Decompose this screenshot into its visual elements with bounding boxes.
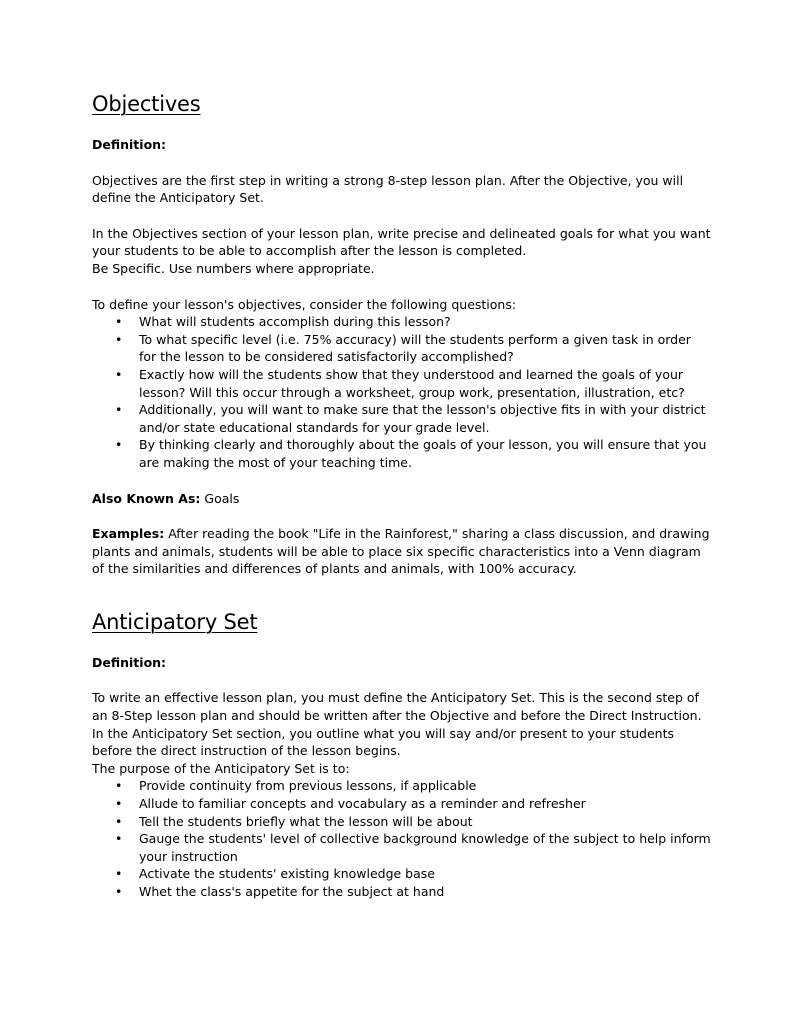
- objectives-paragraph-1: Objectives are the first step in writing a strong 8-step lesson plan. After the Objective, you will define the Anticipatory Set.: [92, 172, 684, 206]
- list-item-text: What will students accomplish during this lesson?: [139, 314, 451, 330]
- list-item-text: Additionally, you will want to make sure that the lesson's objective fits in with your district and/or state educational standards for your grade level.: [139, 402, 706, 435]
- bullet-icon: •: [115, 884, 123, 899]
- list-item: [115, 331, 712, 366]
- list-item: [115, 813, 712, 831]
- list-item-text: Exactly how will the students show that they understood and learned the goals of your lesson? Will this occur through a worksheet, group work, presentation, illustration, etc?: [139, 366, 685, 400]
- objectives-paragraph-2: In the Objectives section of your lesson plan, write precise and delineated goals for what you want your students to be able to accomplish after the lesson is completed.: [92, 225, 711, 259]
- also-known-as-label: Also Known As:: [92, 490, 201, 506]
- bullet-icon: •: [115, 437, 123, 453]
- objectives-paragraph-3: Be Specific. Use numbers where appropriate.: [92, 260, 375, 276]
- anticipatory-set-definition-label: Definition:: [92, 654, 167, 670]
- bullet-icon: •: [115, 402, 123, 418]
- list-item: [115, 795, 712, 813]
- objectives-examples: [92, 525, 712, 578]
- list-item: [115, 313, 712, 331]
- bullet-icon: •: [115, 831, 123, 847]
- list-item-text: Provide continuity from previous lessons, if applicable: [139, 778, 477, 794]
- objectives-title: Objectives: [92, 92, 201, 116]
- list-item-text: Whet the class's appetite for the subject at hand: [139, 884, 445, 899]
- bullet-icon: •: [115, 796, 123, 812]
- bullet-icon: •: [115, 331, 123, 347]
- examples-value: After reading the book "Life in the Rainforest," sharing a class discussion, and drawing plants and animals, students will be able to place six specific characteristics into a Venn diagram of the similarities and differences of plants and animals, with 100% accuracy.: [92, 526, 710, 577]
- list-item: [115, 366, 712, 401]
- anticipatory-set-paragraph-3: The purpose of the Anticipatory Set is to:: [92, 760, 350, 776]
- bullet-icon: •: [115, 778, 123, 794]
- anticipatory-set-purpose-list: [92, 777, 712, 900]
- list-item: [115, 883, 712, 901]
- bullet-icon: •: [115, 866, 123, 882]
- objectives-question-list: [92, 313, 712, 471]
- bullet-icon: •: [115, 813, 123, 829]
- list-item: [115, 436, 712, 471]
- list-item: [115, 830, 712, 865]
- examples-label: Examples:: [92, 526, 165, 542]
- document-page: [92, 90, 712, 901]
- list-item: [115, 401, 712, 436]
- list-item-text: By thinking clearly and thoroughly about the goals of your lesson, you will ensure that you are making the most of your teaching time.: [139, 437, 707, 470]
- bullet-icon: •: [115, 314, 123, 330]
- anticipatory-set-title: Anticipatory Set: [92, 609, 258, 634]
- list-item-text: To what specific level (i.e. 75% accuracy) will the students perform a given task in order for the lesson to be considered satisfactorily accomplished?: [139, 331, 691, 365]
- list-item: [115, 865, 712, 883]
- list-item: [115, 777, 712, 795]
- objectives-definition-label: Definition:: [92, 137, 167, 152]
- anticipatory-set-paragraph-2: In the Anticipatory Set section, you outline what you will say and/or present to your students before the direct instruction of the lesson begins.: [92, 725, 674, 759]
- also-known-as-value: Goals: [200, 490, 240, 506]
- list-item-text: Activate the students' existing knowledge base: [139, 866, 435, 882]
- objectives-questions-intro: To define your lesson's objectives, consider the following questions:: [92, 296, 517, 312]
- bullet-icon: •: [115, 366, 123, 382]
- list-item-text: Gauge the students' level of collective background knowledge of the subject to help inform your instruction: [139, 831, 711, 864]
- list-item-text: Tell the students briefly what the lesson will be about: [139, 813, 473, 829]
- objectives-also-known-as: [92, 490, 712, 508]
- list-item-text: Allude to familiar concepts and vocabulary as a reminder and refresher: [139, 796, 586, 812]
- anticipatory-set-paragraph-1: To write an effective lesson plan, you must define the Anticipatory Set. This is the second step of an 8-Step lesson plan and should be written after the Objective and before the Direct Instruction.: [92, 690, 702, 724]
